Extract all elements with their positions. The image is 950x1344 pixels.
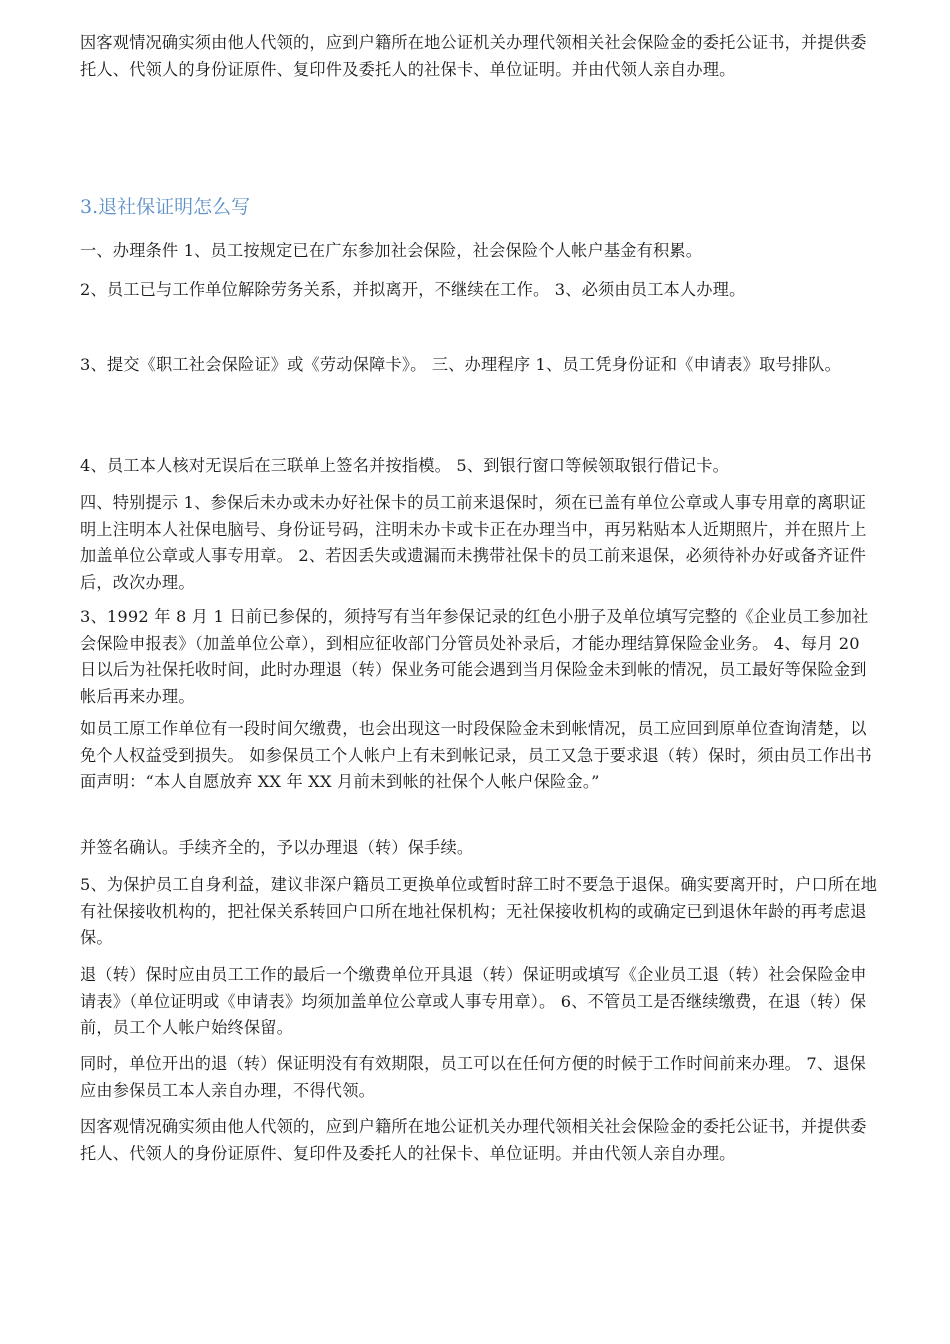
paragraph-sign-confirm: 并签名确认。手续齐全的，予以办理退（转）保手续。 [80,838,474,857]
paragraph-special-notes: 四、特别提示 1、参保后未办或未办好社保卡的员工前来退保时，须在已盖有单位公章或人事专用章的离职证明上注明本人社保电脑号、身份证号码，注明未办卡或卡正在办理当中，再另粘贴本人近期照片，并在照片上加盖单位公章或人事专用章。 2、若因丢失或遗漏而未携带社保卡的员工前来退保，必须待补办好或备齐证件后，改次办理。 [80,493,867,592]
closing-paragraph: 因客观情况确实须由他人代领的，应到户籍所在地公证机关办理代领相关社会保险金的委托公证书，并提供委托人、代领人的身份证原件、复印件及委托人的社保卡、单位证明。并由代领人亲自办理。 [80,1117,867,1163]
intro-paragraph: 因客观情况确实须由他人代领的，应到户籍所在地公证机关办理代领相关社会保险金的委托公证书，并提供委托人、代领人的身份证原件、复印件及委托人的社保卡、单位证明。并由代领人亲自办理。 [80,33,867,79]
paragraph-arrears: 如员工原工作单位有一段时间欠缴费，也会出现这一时段保险金未到帐情况，员工应回到原单位查询清楚，以免个人权益受到损失。 如参保员工个人帐户上有未到帐记录，员工又急于要求退（转）保时，须由员工作出书面声明：“本人自愿放弃 XX 年 XX 月前未到帐的社保个人帐户保险金。” [80,719,872,791]
paragraph-submit-documents: 3、提交《职工社会保险证》或《劳动保障卡》。 三、办理程序 1、员工凭身份证和《申请表》取号排队。 [80,355,842,374]
section-heading: 3.退社保证明怎么写 [80,196,251,218]
paragraph-verify-sign: 4、员工本人核对无误后在三联单上签名并按指模。 5、到银行窗口等候领取银行借记卡。 [80,456,730,475]
paragraph-protect-interests: 5、为保护员工自身利益，建议非深户籍员工更换单位或暂时辞工时不要急于退保。确实要离开时，户口所在地有社保接收机构的，把社保关系转回户口所在地社保机构；无社保接收机构的或确定已到退休年龄的再考虑退保。 [80,875,878,947]
paragraph-labor-relation: 2、员工已与工作单位解除劳务关系，并拟离开，不继续在工作。 3、必须由员工本人办理。 [80,280,746,299]
paragraph-conditions: 一、办理条件 1、员工按规定已在广东参加社会保险，社会保险个人帐户基金有积累。 [80,241,703,260]
paragraph-validity: 同时，单位开出的退（转）保证明没有有效期限，员工可以在任何方便的时候于工作时间前来办理。 7、退保应由参保员工本人亲自办理，不得代领。 [80,1054,867,1100]
paragraph-1992-insured: 3、1992 年 8 月 1 日前已参保的，须持写有当年参保记录的红色小册子及单位填写完整的《企业员工参加社会保险申报表》（加盖单位公章），到相应征收部门分管员处补录后，才能办理结算保险金业务。 4、每月 20 日以后为社保托收时间，此时办理退（转）保业务可能会遇到当月保险金未到帐的情况，员工最好等保险金到帐后再来办理。 [80,607,869,706]
paragraph-certificate: 退（转）保时应由员工工作的最后一个缴费单位开具退（转）保证明或填写《企业员工退（转）社会保险金申请表》（单位证明或《申请表》均须加盖单位公章或人事专用章）。 6、不管员工是否继续缴费，在退（转）保前，员工个人帐户始终保留。 [80,965,867,1037]
